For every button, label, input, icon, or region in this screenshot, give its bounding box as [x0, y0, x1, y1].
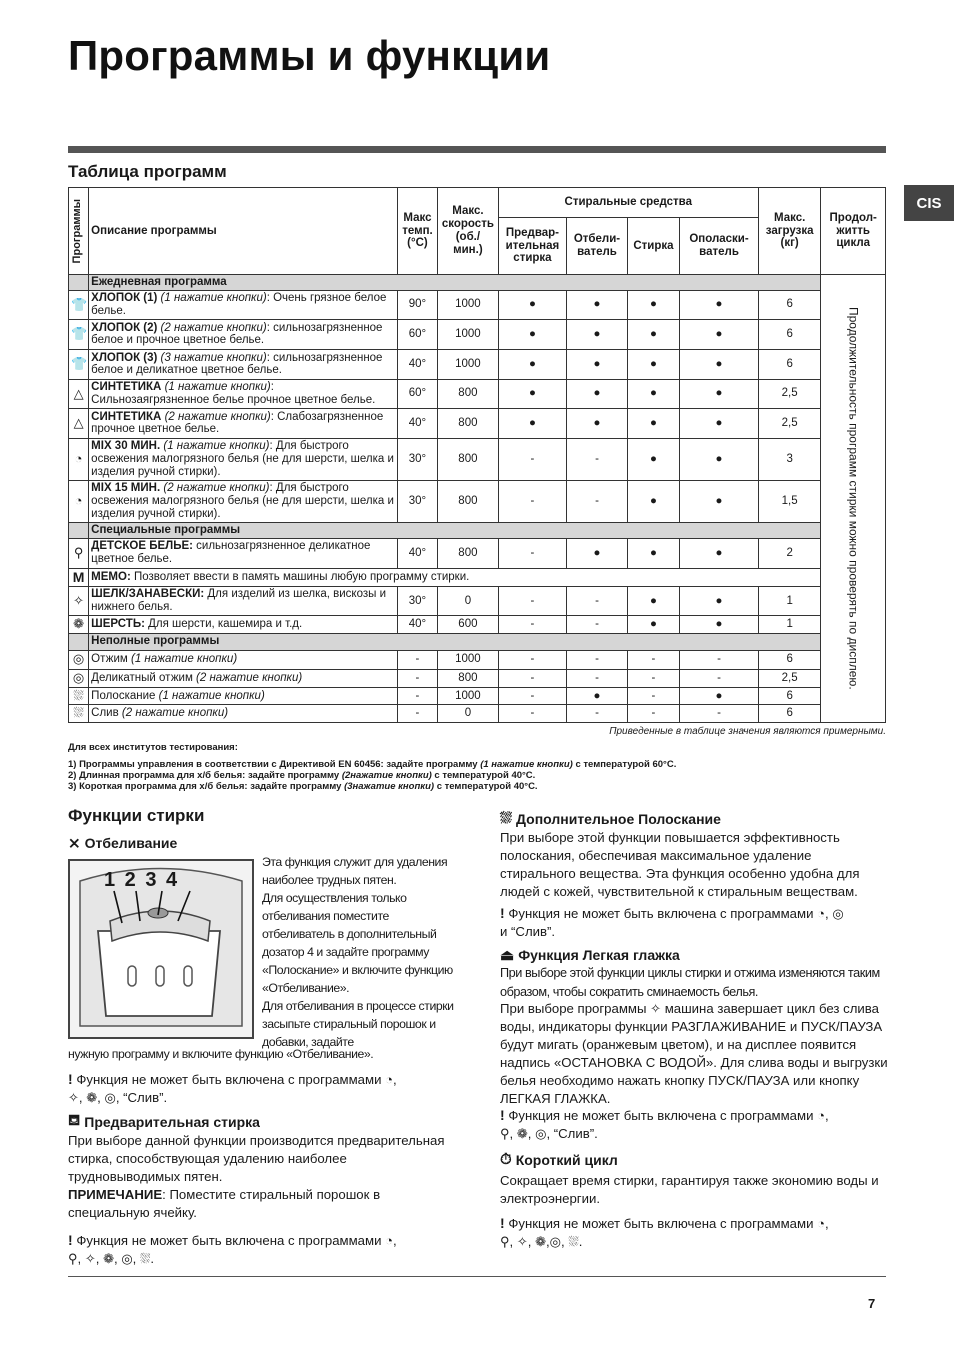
table-row: 👕 ХЛОПОК (3) (3 нажатие кнопки): сильнозагрязненное белое и деликатное цветное белье. 40° 1000 ● ● ● ● 6	[69, 349, 886, 379]
rinse-icon: ⛆	[568, 1234, 579, 1250]
spin-icon: ◎	[69, 669, 89, 687]
easy-iron-text-1: При выборе этой функции циклы стирки и отжима изменяются таким образом, чтобы сократить сминаемость белья.	[500, 966, 880, 999]
table-row: ⚲ ДЕТСКОЕ БЕЛЬЕ: сильнозагрязненное деликатное цветное белье. 40° 800 - ● ● ● 2	[69, 538, 886, 568]
extra-rinse-text: При выборе этой функции повышается эффективность полоскания, обеспечивая максимальное удаление стирального вещества. Эта функция особенно удобна для людей с кожей, чувствительной к стиральным веществам.	[500, 830, 860, 900]
mix-timer-icon: ◔	[69, 480, 89, 522]
mix-timer-icon: ◔	[817, 906, 825, 921]
header-detergents: Стиральные средства	[498, 188, 758, 218]
iron-icon: ⏏	[500, 947, 515, 964]
page-title: Программы и функции	[68, 32, 551, 79]
memo-icon: M	[69, 568, 89, 587]
cotton-icon: 👕	[69, 349, 89, 379]
duration-cell: Продолжительность программ стирки можно проверять по дисплею.	[821, 275, 886, 723]
header-max-speed: Макс. скорость (об./ мин.)	[438, 188, 499, 275]
drain-icon: ⛆	[69, 705, 89, 723]
mix-timer-icon: ◔	[385, 1072, 393, 1087]
wool-icon: ❁	[69, 616, 89, 634]
program-table	[68, 187, 886, 723]
silk-icon: ✧	[650, 1001, 662, 1016]
mix-timer-icon: ◔	[69, 438, 89, 480]
wool-icon: ❁	[86, 1090, 98, 1106]
header-prewash: Предвар-ительная стирка	[498, 218, 567, 275]
header-description: Описание программы	[89, 188, 398, 275]
easy-iron-title: ⏏ Функция Легкая глажка	[500, 947, 680, 964]
baby-icon: ⚲	[68, 1251, 78, 1267]
testing-line-1: 1) Программы управления в соответствии с Директивой EN 60456: задайте программу (1 нажатие кнопки) с температурой 60°C.	[68, 759, 677, 770]
page-number: 7	[868, 1296, 876, 1311]
table-row: △ СИНТЕТИКА (1 нажатие кнопки): Сильнозаягрязненное белье прочное цветное белье. 60° 800 ● ● ● ● 2,5	[69, 379, 886, 408]
mix-timer-icon: ◔	[817, 1216, 825, 1231]
region-tab: CIS	[904, 185, 954, 221]
mix-timer-icon: ◔	[817, 1108, 825, 1123]
table-row: ◎ Отжим (1 нажатие кнопки) - 1000 - - - - 6	[69, 650, 886, 669]
bottom-rule	[68, 1276, 886, 1277]
testing-line-3: 3) Короткая программа для х/б белья: задайте программу (3нажатие кнопки) с температурой 40°C.	[68, 781, 538, 792]
spin-icon: ◎	[535, 1126, 547, 1142]
extra-rinse-icon: ⛆	[500, 810, 513, 827]
silk-icon: ✧	[68, 1090, 79, 1106]
rinse-icon: ⛆	[140, 1251, 151, 1267]
cotton-icon: 👕	[69, 290, 89, 319]
functions-heading: Функции стирки	[68, 806, 205, 825]
testing-title: Для всех институтов тестирования:	[68, 742, 238, 753]
testing-line-2: 2) Длинная программа для х/б белья: задайте программу (2нажатие кнопки) с температурой 40°C.	[68, 770, 536, 781]
spin-icon: ◎	[121, 1251, 133, 1267]
bleach-title: ⨯ Отбеливание	[68, 835, 178, 852]
silk-icon: ✧	[84, 1251, 96, 1267]
spin-icon: ◎	[549, 1234, 562, 1250]
extra-rinse-title: ⛆ Дополнительное Полоскание	[500, 810, 721, 827]
cotton-icon: 👕	[69, 319, 89, 349]
short-cycle-text: Сокращает время стирки, гарантируя также экономию воды и электроэнергии.	[500, 1173, 879, 1207]
dispenser-labels: 1 2 3 4	[104, 869, 180, 891]
header-max-load: Макс. загрузка (кг)	[758, 188, 821, 275]
mix-timer-icon: ◔	[385, 1233, 393, 1248]
header-bleach: Отбели-ватель	[567, 218, 628, 275]
spin-icon: ◎	[104, 1090, 116, 1106]
wool-icon: ❁	[535, 1234, 546, 1250]
wool-icon: ❁	[103, 1251, 114, 1267]
short-cycle-icon: ⏱	[500, 1151, 512, 1168]
table-row: ⛆ Полоскание (1 нажатие кнопки) - 1000 - ● - ● 6	[69, 687, 886, 705]
baby-icon: ⚲	[500, 1234, 510, 1250]
bleach-text: Эта функция служит для удаления наиболее трудных пятен. Для осуществления только отбеливания поместите отбеливатель в дополнительный дозатор 4 и задайте программу «Полоскание» и включите функцию «Отбеливание». Для отбеливания в процессе стирки засыпьте стиральный порошок и добавки, задайте	[262, 855, 454, 1049]
table-row: ⛆ Слив (2 нажатие кнопки) - 0 - - - - 6	[69, 705, 886, 723]
prewash-title: ⛾ Предварительная стирка	[68, 1112, 260, 1130]
wool-icon: ❁	[516, 1126, 528, 1142]
spin-icon: ◎	[832, 906, 844, 921]
bleach-text-cont: нужную программу и включите функцию «Отбеливание».	[68, 1047, 374, 1061]
short-cycle-title: ⏱ Короткий цикл	[500, 1151, 618, 1168]
header-wash: Стирка	[627, 218, 679, 275]
title-rule	[68, 146, 886, 153]
easy-iron-warning: ! Функция не может быть включена с программами ◔, ⚲, ❁, ◎, “Слив”.	[500, 1107, 829, 1142]
bleach-warning: ! Функция не может быть включена с программами ◔, ✧, ❁, ◎, “Слив”.	[68, 1071, 397, 1106]
prewash-warning: ! Функция не может быть включена с программами ◔, ⚲, ✧, ❁, ◎, ⛆.	[68, 1232, 397, 1267]
header-max-temp: Макс темп. (°C)	[397, 188, 437, 275]
prewash-icon: ⛾	[68, 1112, 81, 1129]
table-note: Приведенные в таблице значения являются примерными.	[609, 726, 886, 737]
section-special: Специальные программы	[89, 522, 821, 538]
synthetics-icon: △	[69, 379, 89, 408]
easy-iron-text-2: При выборе программы ✧ машина завершает цикл без слива воды, индикаторы функции РАЗГЛАЖИВАНИЕ и ПУСК/ПАУЗА будут мигать (оранжевым цветом), и на дисплее появится надпись «ОСТАНОВКА С ВОДОЙ». Для слива воды и выгрузки белья необходимо нажать кнопку ПУСК/ПАУЗА или кнопку ЛЕГКАЯ ГЛАЖКА.	[500, 1001, 888, 1107]
baby-icon: ⚲	[500, 1126, 510, 1142]
table-row: △ СИНТЕТИКА (2 нажатие кнопки): Слабозагрязненное прочное цветное белье. 40° 800 ● ● ● ● 2,5	[69, 408, 886, 438]
header-programs: Программы	[69, 188, 89, 275]
table-row: ◔ MIX 15 МИН. (2 нажатие кнопки): Для быстрого освежения малогрязного белья (не для шерсти, шелка и изделия ручной стирки). 30° 800 - - ● ● 1,5	[69, 480, 886, 522]
synthetics-icon: △	[69, 408, 89, 438]
header-softener: Ополаски-ватель	[680, 218, 759, 275]
table-row: M МЕМО: Позволяет ввести в память машины любую программу стирки.	[69, 568, 886, 587]
silk-icon: ✧	[516, 1234, 528, 1250]
rinse-icon: ⛆	[69, 687, 89, 705]
section-partial: Неполные программы	[89, 633, 821, 650]
table-heading: Таблица программ	[68, 162, 227, 181]
table-row: ◔ MIX 30 МИН. (1 нажатие кнопки): Для быстрого освежения малогрязного белья (не для шерсти, шелка и изделия ручной стирки). 30° 800 - - ● ● 3	[69, 438, 886, 480]
table-row: 👕 ХЛОПОК (2) (2 нажатие кнопки): сильнозагрязненное белое и прочное цветное белье. 60° 1000 ● ● ● ● 6	[69, 319, 886, 349]
table-row: ◎ Деликатный отжим (2 нажатие кнопки) - 800 - - - - 2,5	[69, 669, 886, 687]
table-row: ❁ ШЕРСТЬ: Для шерсти, кашемира и т.д. 40° 600 - - ● ● 1	[69, 616, 886, 634]
short-cycle-warning: ! Функция не может быть включена с программами ◔, ⚲, ✧, ❁,◎, ⛆.	[500, 1215, 829, 1250]
spin-icon: ◎	[69, 650, 89, 669]
dispenser-illustration	[68, 859, 254, 1039]
table-row: 👕 ХЛОПОК (1) (1 нажатие кнопки): Очень грязное белое белье. 90° 1000 ● ● ● ● 6	[69, 290, 886, 319]
bleach-icon: ⨯	[68, 835, 81, 852]
section-daily: Ежедневная программа	[89, 275, 821, 291]
extra-rinse-warning: ! Функция не может быть включена с программами ◔, ◎ и “Слив”.	[500, 905, 844, 940]
baby-icon: ⚲	[69, 538, 89, 568]
table-row: ✧ ШЕЛК/ЗАНАВЕСКИ: Для изделий из шелка, вискозы и нижнего белья. 30° 0 - - ● ● 1	[69, 587, 886, 616]
silk-icon: ✧	[69, 587, 89, 616]
prewash-text: При выборе данной функции производится предварительная стирка, способствующая удалению наиболее трудновыводимых пятен. ПРИМЕЧАНИЕ: Поместите стиральный порошок в специальную ячейку.	[68, 1133, 445, 1221]
header-duration: Продол-житть цикла	[821, 188, 886, 275]
